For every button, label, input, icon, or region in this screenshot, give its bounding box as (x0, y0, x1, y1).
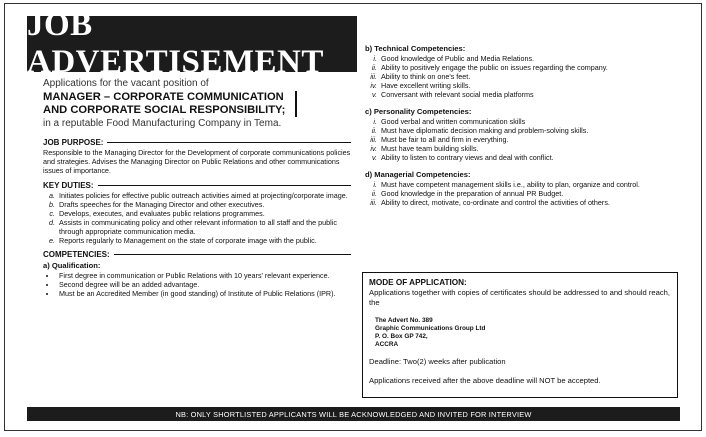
intro-lead: Applications for the vacant position of (43, 78, 209, 89)
mailing-address (375, 317, 671, 349)
list-item: i. Must have competent management skills i.e., ability to plan, organize and control. (379, 180, 681, 189)
competencies-heading-text: COMPETENCIES: (43, 250, 110, 259)
personality-list (365, 117, 681, 162)
address-line: Graphic Communications Group Ltd (375, 325, 486, 333)
job-purpose-heading (43, 138, 351, 147)
list-item: • Second degree will be an added advantage. (57, 280, 351, 289)
technical-heading: b) Technical Competencies: (365, 44, 466, 53)
technical-competencies (365, 44, 681, 99)
job-purpose-heading-text: JOB PURPOSE: (43, 138, 104, 147)
qualification-heading: a) Qualification: (43, 261, 101, 270)
mode-of-application-text: Applications together with copies of certificates should be addressed to and should reach, the (369, 288, 670, 307)
list-item: ii. Must have diplomatic decision making and problem-solving skills. (379, 126, 681, 135)
left-column (43, 78, 351, 303)
divider (107, 142, 351, 143)
list-item: a. Initiates policies for effective public outreach activities aimed at projecting/corporate image. (57, 191, 351, 200)
list-item: v. Conversant with relevant social media platforms (379, 90, 681, 99)
position-title-line2: AND CORPORATE SOCIAL RESPONSIBILITY; (43, 104, 286, 116)
qualification-list (43, 271, 351, 298)
list-item: d. Assists in communicating policy and other relevant information to all staff and the public through appropriate communication media. (57, 218, 351, 236)
list-item: • Must be an Accredited Member (in good standing) of Institute of Public Relations (IPR). (57, 289, 351, 298)
list-item: i. Good verbal and written communication skills (379, 117, 681, 126)
mode-of-application-box (362, 272, 678, 398)
intro-location: in a reputable Food Manufacturing Company in Tema. (43, 118, 282, 129)
competencies-heading (43, 250, 351, 259)
list-item: ii. Good knowledge in the preparation of annual PR Budget. (379, 189, 681, 198)
list-item: i. Good knowledge of Public and Media Relations. (379, 54, 681, 63)
mode-of-application-heading: MODE OF APPLICATION: (369, 278, 467, 287)
job-purpose-text: Responsible to the Managing Director for the Development of corporate communications policies and strategies. Advises the Managing Director on Public Relations and other communications issues of importance. (43, 148, 351, 175)
list-item: iii. Ability to direct, motivate, co-ordinate and control the activities of others. (379, 198, 681, 207)
deadline-text: Deadline: Two(2) weeks after publication (369, 357, 506, 367)
position-title-line1: MANAGER – CORPORATE COMMUNICATION (43, 91, 284, 103)
page-title: JOB ADVERTISEMENT (27, 16, 357, 72)
divider (98, 185, 351, 186)
personality-competencies (365, 107, 681, 162)
list-item: c. Develops, executes, and evaluates public relations programmes. (57, 209, 351, 218)
address-line: The Advert No. 389 (375, 317, 433, 325)
personality-heading: c) Personality Competencies: (365, 107, 472, 116)
deadline-note: Applications received after the above deadline will NOT be accepted. (369, 375, 601, 385)
managerial-list (365, 180, 681, 207)
divider (114, 254, 351, 255)
list-item: ii. Ability to positively engage the public on issues regarding the company. (379, 63, 681, 72)
list-item: v. Ability to listen to contrary views and deal with conflict. (379, 153, 681, 162)
list-item: iv. Must have team building skills. (379, 144, 681, 153)
managerial-heading: d) Managerial Competencies: (365, 170, 471, 179)
position-title (43, 91, 297, 117)
right-column (365, 44, 681, 215)
managerial-competencies (365, 170, 681, 207)
list-item: iii. Ability to think on one's feet. (379, 72, 681, 81)
footer-notice: NB: ONLY SHORTLISTED APPLICANTS WILL BE ACKNOWLEDGED AND INVITED FOR INTERVIEW (27, 407, 680, 421)
address-line: P. O. Box GP 742, (375, 333, 428, 341)
address-line: ACCRA (375, 341, 399, 349)
advertisement-page (4, 3, 702, 431)
technical-list (365, 54, 681, 99)
key-duties-heading (43, 181, 351, 190)
list-item: e. Reports regularly to Management on the state of corporate image with the public. (57, 236, 351, 245)
key-duties-list (43, 191, 351, 245)
list-item: iii. Must be fair to all and firm in everything. (379, 135, 681, 144)
key-duties-heading-text: KEY DUTIES: (43, 181, 94, 190)
list-item: iv. Have excellent writing skills. (379, 81, 681, 90)
list-item: • First degree in communication or Public Relations with 10 years' relevant experience. (57, 271, 351, 280)
list-item: b. Drafts speeches for the Managing Director and other executives. (57, 200, 351, 209)
